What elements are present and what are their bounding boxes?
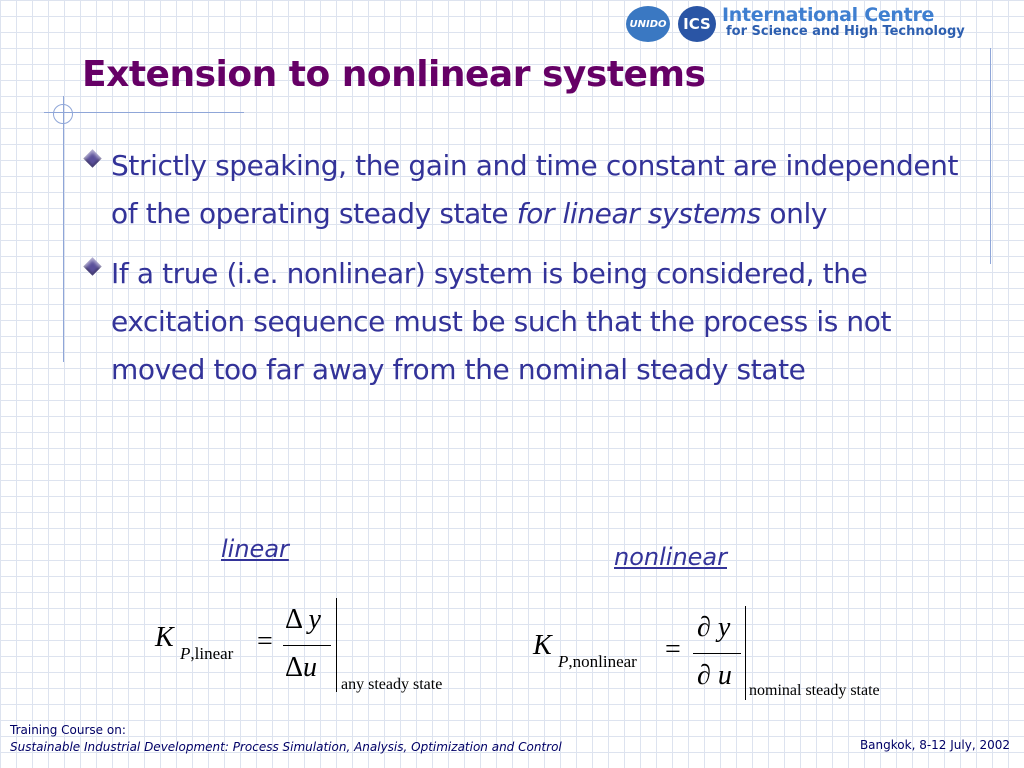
logo-subtitle: for Science and High Technology	[726, 24, 965, 39]
linear-subscript-text: ,linear	[190, 644, 234, 663]
nonlinear-denominator	[697, 660, 732, 692]
nonlinear-subscript-var: P	[558, 652, 569, 671]
linear-eval-text: any steady state	[341, 676, 443, 693]
linear-num-var: y	[308, 604, 321, 635]
nonlinear-eval-text: nominal steady state	[749, 682, 880, 699]
linear-num-op: Δ	[285, 604, 302, 635]
bullet-list	[80, 142, 980, 406]
nonlinear-den-op: ∂	[697, 660, 711, 691]
header-logo	[626, 4, 986, 44]
bullet-item	[80, 250, 980, 394]
footer-location-date: Bangkok, 8-12 July, 2002	[859, 738, 1010, 752]
nonlinear-num-op: ∂	[697, 612, 711, 643]
linear-equals: =	[257, 626, 273, 657]
linear-K: K	[155, 622, 174, 653]
diamond-bullet-icon	[83, 149, 101, 167]
bullet-text-italic: for linear systems	[516, 197, 761, 230]
bullet-text-normal: Strictly speaking, the gain and time constant are independent of the operating steady state	[111, 149, 959, 230]
bullet-text	[111, 142, 980, 238]
decorative-line-vertical	[63, 96, 64, 362]
diamond-bullet-icon	[83, 257, 101, 275]
linear-den-var: u	[303, 652, 318, 683]
nonlinear-subscript	[558, 652, 637, 672]
linear-subscript-var: P	[180, 644, 191, 663]
bullet-item	[80, 142, 980, 238]
nonlinear-fraction-line	[693, 653, 741, 654]
nonlinear-equals: =	[665, 634, 681, 665]
unido-logo	[626, 6, 670, 42]
bullet-text-tail: only	[760, 197, 828, 230]
linear-fraction-line	[283, 645, 331, 646]
nonlinear-equation	[533, 604, 923, 708]
ics-logo	[678, 6, 716, 42]
linear-numerator	[285, 604, 321, 636]
footer-course-info	[10, 722, 562, 756]
linear-denominator	[285, 652, 317, 684]
linear-label: linear	[221, 535, 289, 563]
linear-eval-bar	[336, 598, 337, 692]
nonlinear-subscript-text: ,nonlinear	[568, 652, 637, 671]
linear-den-op: Δ	[285, 652, 304, 683]
nonlinear-num-var: y	[717, 612, 731, 643]
logo-title: International Centre	[722, 4, 935, 26]
bullet-text	[111, 250, 980, 394]
nonlinear-label: nonlinear	[614, 543, 727, 571]
ics-logo-text: ICS	[683, 15, 711, 33]
unido-logo-text: UNIDO	[629, 18, 667, 30]
nonlinear-numerator	[697, 612, 730, 644]
nonlinear-den-var: u	[717, 660, 732, 691]
decorative-line-right	[990, 48, 991, 264]
decorative-line-horizontal	[44, 112, 244, 113]
nonlinear-K: K	[533, 630, 552, 661]
slide-title: Extension to nonlinear systems	[82, 54, 706, 95]
nonlinear-eval-bar	[745, 606, 746, 700]
linear-equation	[155, 596, 475, 700]
footer-course-title: Sustainable Industrial Development: Process Simulation, Analysis, Optimization and Control	[10, 740, 562, 754]
linear-subscript	[180, 644, 233, 664]
bullet-text-normal: If a true (i.e. nonlinear) system is being considered, the excitation sequence must be such that the process is not moved too far away from the nominal steady state	[111, 257, 892, 386]
footer-training-label: Training Course on:	[10, 723, 126, 737]
